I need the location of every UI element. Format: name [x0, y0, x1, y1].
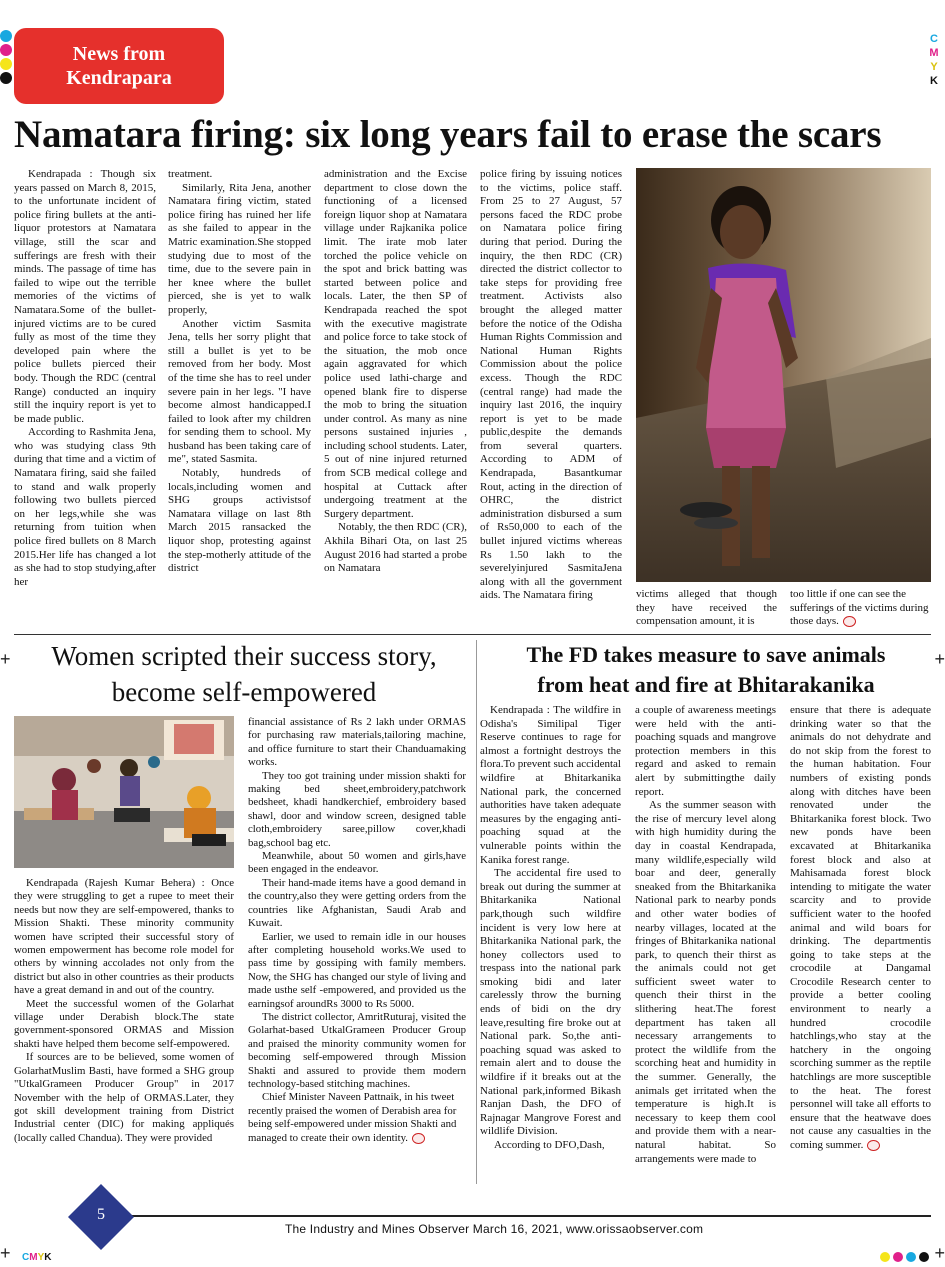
women-workshop-image — [14, 716, 234, 868]
story2-column-2: financial assistance of Rs 2 lakh under ORMAS for purchasing raw materials,tailoring machine, and office furniture to start their Chanduamaking works. They too got training under mission shakti for making bed sheet,embroidery,patchwork bedsheet, khadi handkerchief, embroidery based shawl, door and window screen, designed table cloth,embroidery saree,pillow cover,khadi bag,school bag etc. Meanwhile, about 50 women and girls,have been engaged in the endeavor. Their hand-made items have a good demand in the country,also they were getting orders from the countries like Afghanistan, Saudi Arab and Kuwait. Earlier, we used to remain idle in our houses after completing household works.We used to pass time by gossiping with family members. Now, the SHG has changed our style of living and made usthe self -empowered, and provided us the earningsof aroundRs 3000 to Rs 5000. The district collector, AmritRuturaj, visited the Golarhat-based UtkalGrameen Producer Group and praised the minority community women for becoming self-empowered through Mission Shakti and assured to provide them modern technology-based stitching machines. Chief Minister Naveen Pattnaik, in his tweet recently praised the women of Derabish area for being self-empowered under mission Shakti and managed to create their own identity. — [248, 716, 466, 1144]
end-of-story-mark — [867, 1140, 880, 1151]
story1-column-6: too little if one can see the sufferings of the victims during those days. — [790, 588, 929, 628]
cmyk-marker-top: C M Y K — [929, 33, 939, 87]
section-divider — [14, 634, 931, 635]
story2-headline: Women scripted their success story, become self-empowered — [51, 641, 437, 707]
main-headline: Namatara firing: six long years fail to erase the scars — [14, 113, 882, 156]
cmyk-marker-bottom: CMYK — [22, 1252, 52, 1263]
victim-photo — [636, 168, 931, 582]
end-of-story-mark — [843, 616, 856, 627]
registration-cross-bottom-right: + — [934, 1243, 945, 1263]
badge-line1: News from — [72, 43, 166, 65]
story3-column-2: a couple of awareness meetings were held with the anti-poaching squads and mangrove protection members in this regard and asked to remain alert by submittingthe daily report. As the summer season with the rise of mercury level along with high humidity during the day in coastal Kendrapada, many wildlife,especially wild boar and deer, generally sneaked from the Bhitarkanika National park to nearby ponds and other water bodies of nearby villages, located at the fringes of Bhitarkanika national park, to quench their thirst as the animals could not get sufficient sweet water to quench their thirst in the slithering heat.The forest department has taken all necessary arrangements to protect the wildlife from the scorching heat and humidity in the summer. Generally, the animals get irritated when the temperature is high.It is necessary to keep them cool and provide them with a near-natural habitat. So arrangements were made to — [635, 704, 776, 1165]
registration-cross-bottom-left: + — [0, 1243, 11, 1263]
section-badge — [14, 28, 224, 104]
story2-column-1: Kendrapada (Rajesh Kumar Behera) : Once they were struggling to get a rupee to meet their needs but now they are self-empowered, thanks to Mission Shakti. These minority community women have scripted their successful story of women empowerment has become role model for others by winning accolades not only from the district but also in other countries as their products have a great demand in and out of the country. Meet the successful women of the Golarhat village under Derabish block.The state government-sponsored ORMAS and Mission shakti have helped them become self-empowered. If sources are to be believed, some women of GolarhatMuslim Basti, have formed a SHG group "UtkalGrameen Producer Group" in 2017 November with the help of ORMAS.Later, they got skill development training from District Industrial center (DIC) for making appliqués (locally called Chandua). They were provided — [14, 877, 234, 1144]
footer-text: The Industry and Mines Observer March 16, 2021, www.orissaobserver.com — [285, 1222, 704, 1236]
registration-dots-bottom — [880, 1252, 929, 1262]
page-number: 5 — [97, 1206, 105, 1223]
story3-column-1: Kendrapada : The wildfire in Odisha's Similipal Tiger Reserve continues to rage for almost a fortnight destroys the flora.To prevent such accidental wildfire at Bhitarkanika National park, the concerned authorities have taken adequate measures by the engaging anti-poaching squad at the vulnerable points within the Kanika forest range. The accidental fire used to break out during the summer at Bhitarkanika National park,though such wildfire incident is very low here at Bhitarkanika National park, the honey collectors used to trespass into the national park smoking bidi and later carelessly throw the burning ends of bidi on the dry leave,resulting fire broke out at National park. So,the anti-poaching squad was asked to remain alert and to douse the wildfire if it breaks out at the National park,informed Bikash Ranjan Dash, the DFO of Rajnagar Mangrove Forest and wildlife Division. According to DFO,Dash, — [480, 704, 621, 1151]
registration-cross-right: + — [934, 649, 945, 669]
registration-cross-left: + — [0, 649, 11, 669]
column-divider — [476, 640, 477, 1184]
victim-photo-image — [636, 168, 931, 582]
story3-column-3: ensure that there is adequate drinking water so that the animals do not dehydrate and do not skip from the forest to the human habitation. Four numbers of existing ponds along with ditches have been renovated under the Bhitarkanika forest block. Two new ponds have been excavated at Bhitarkanika forest block and also at Mahisamada forest block intending to mitigate the water scarcity and to provide sufficient water to the hoofed animal and wild boars for drinking. The departmentis going to take steps at the crocodile at Dangamal Crocodile Research center to provide a better cooling environment to nearly a hundred crocodile hatchlings,who stay at the hatchery in the ongoing scorching summer as the reptile hatchlings are more susceptible to the heat. The forest personnel will take all efforts to ensure that the heatwave does not cause any casualties in the coming summer. — [790, 704, 931, 1151]
story3-headline: The FD takes measure to save animals from heat and fire at Bhitarakanika — [526, 642, 886, 697]
end-of-story-mark — [412, 1133, 425, 1144]
footer-rule — [130, 1215, 931, 1217]
registration-dots-left — [0, 30, 14, 86]
page-number-badge — [68, 1184, 134, 1250]
story1-column-2: treatment. Similarly, Rita Jena, another Namatara firing victim, stated police firing has ruined her life as she failed to appear in the Matric examination.She stopped studying due to most of the time, due to the severe pain in her knee where the bullet pierced, she is yet to walk properly, Another victim Sasmita Jena, tells her sorry plight that still a bullet is yet to be removed from her body. Most of the time she has to reel under severe pain in her legs. "I have become almost handicapped.I failed to look after my children for sending them to school. My husband has been taking care of me", stated Sasmita. Notably, hundreds of locals,including women and SHG groups activistsof Namatara village on last 8th March 2015 ransacked the liquor shop, protesting against the step-motherly attitude of the district — [168, 168, 311, 575]
story1-column-5: victims alleged that though they have received the compensation amount, it is — [636, 588, 777, 628]
badge-line2: Kendrapara — [66, 67, 172, 89]
women-workshop-photo — [14, 716, 234, 868]
story1-column-4: police firing by issuing notices to the victims, police staff. From 25 to 27 August, 57 persons faced the RDC probe on Namatara police firing during that period. During the inquiry, the then RDC (CR) directed the district collector to take steps for providing free treatment. Activists also brought the alleged matter before the notice of the Odisha Human Rights Commission and National Human Rights Commission about the police excess. Though the RDC (central range) had made the inquiry last 2016, the inquiry report is yet to be made public,despite the demands from several quarters. According to ADM of Kendrapada, Basantkumar Rout, acting in the direction of OHRC, the district administration disbursed a sum of Rs50,000 to each of the bullet injured victims whereas Rs 1.50 lakh to the severelyinjured SasmitaJena along with all the government aids. The Namatara firing — [480, 168, 622, 602]
story1-column-3: administration and the Excise department to close down the functioning of a licensed foreign liquor shop at Namatara village under Rajkanika police limit. The irate mob later torched the police vehicle on the spot and brick batting was started between police and locals. Later, the then SP of Kendrapada reached the spot with the executive magistrate and police force to take stock of the situation, the mob once again aggravated for which police used lathi-charge and opened blank fire to disperse the mob to bring the situation under control. As many as nine persons sustained injuries , including school students. Later, 5 out of nine injured returned from SCB medical college and hospital at Cuttack after undergoing treatment at the Surgery department. Notably, the then RDC (CR), Akhila Bihari Ota, on last 25 August 2016 had started a probe on Namatara — [324, 168, 467, 575]
story1-column-1: Kendrapada : Though six years passed on March 8, 2015, to the unfortunate incident of police firing bullets at the anti-liquor protestors at Namatara village, still the scar and sufferings are fresh with their minds. The passage of time has failed to wipe out the terrible memories of the victims of Namatara.Some of the bullet-injured victims are to be cured fully as most of the time they developed pain where the police bullets pierced their body. Though the RDC (central Range) conducted an inquiry still the inquiry report is yet to be made public. According to Rashmita Jena, who was studying class 9th during that time and a victim of Namatara firing, said she failed to stand and walk properly following two bullets pierced on her legs,while she was returning from tuition when police fired bullets on 8 March 2015.Her life has changed a lot as she had to stop studying,after her — [14, 168, 156, 588]
